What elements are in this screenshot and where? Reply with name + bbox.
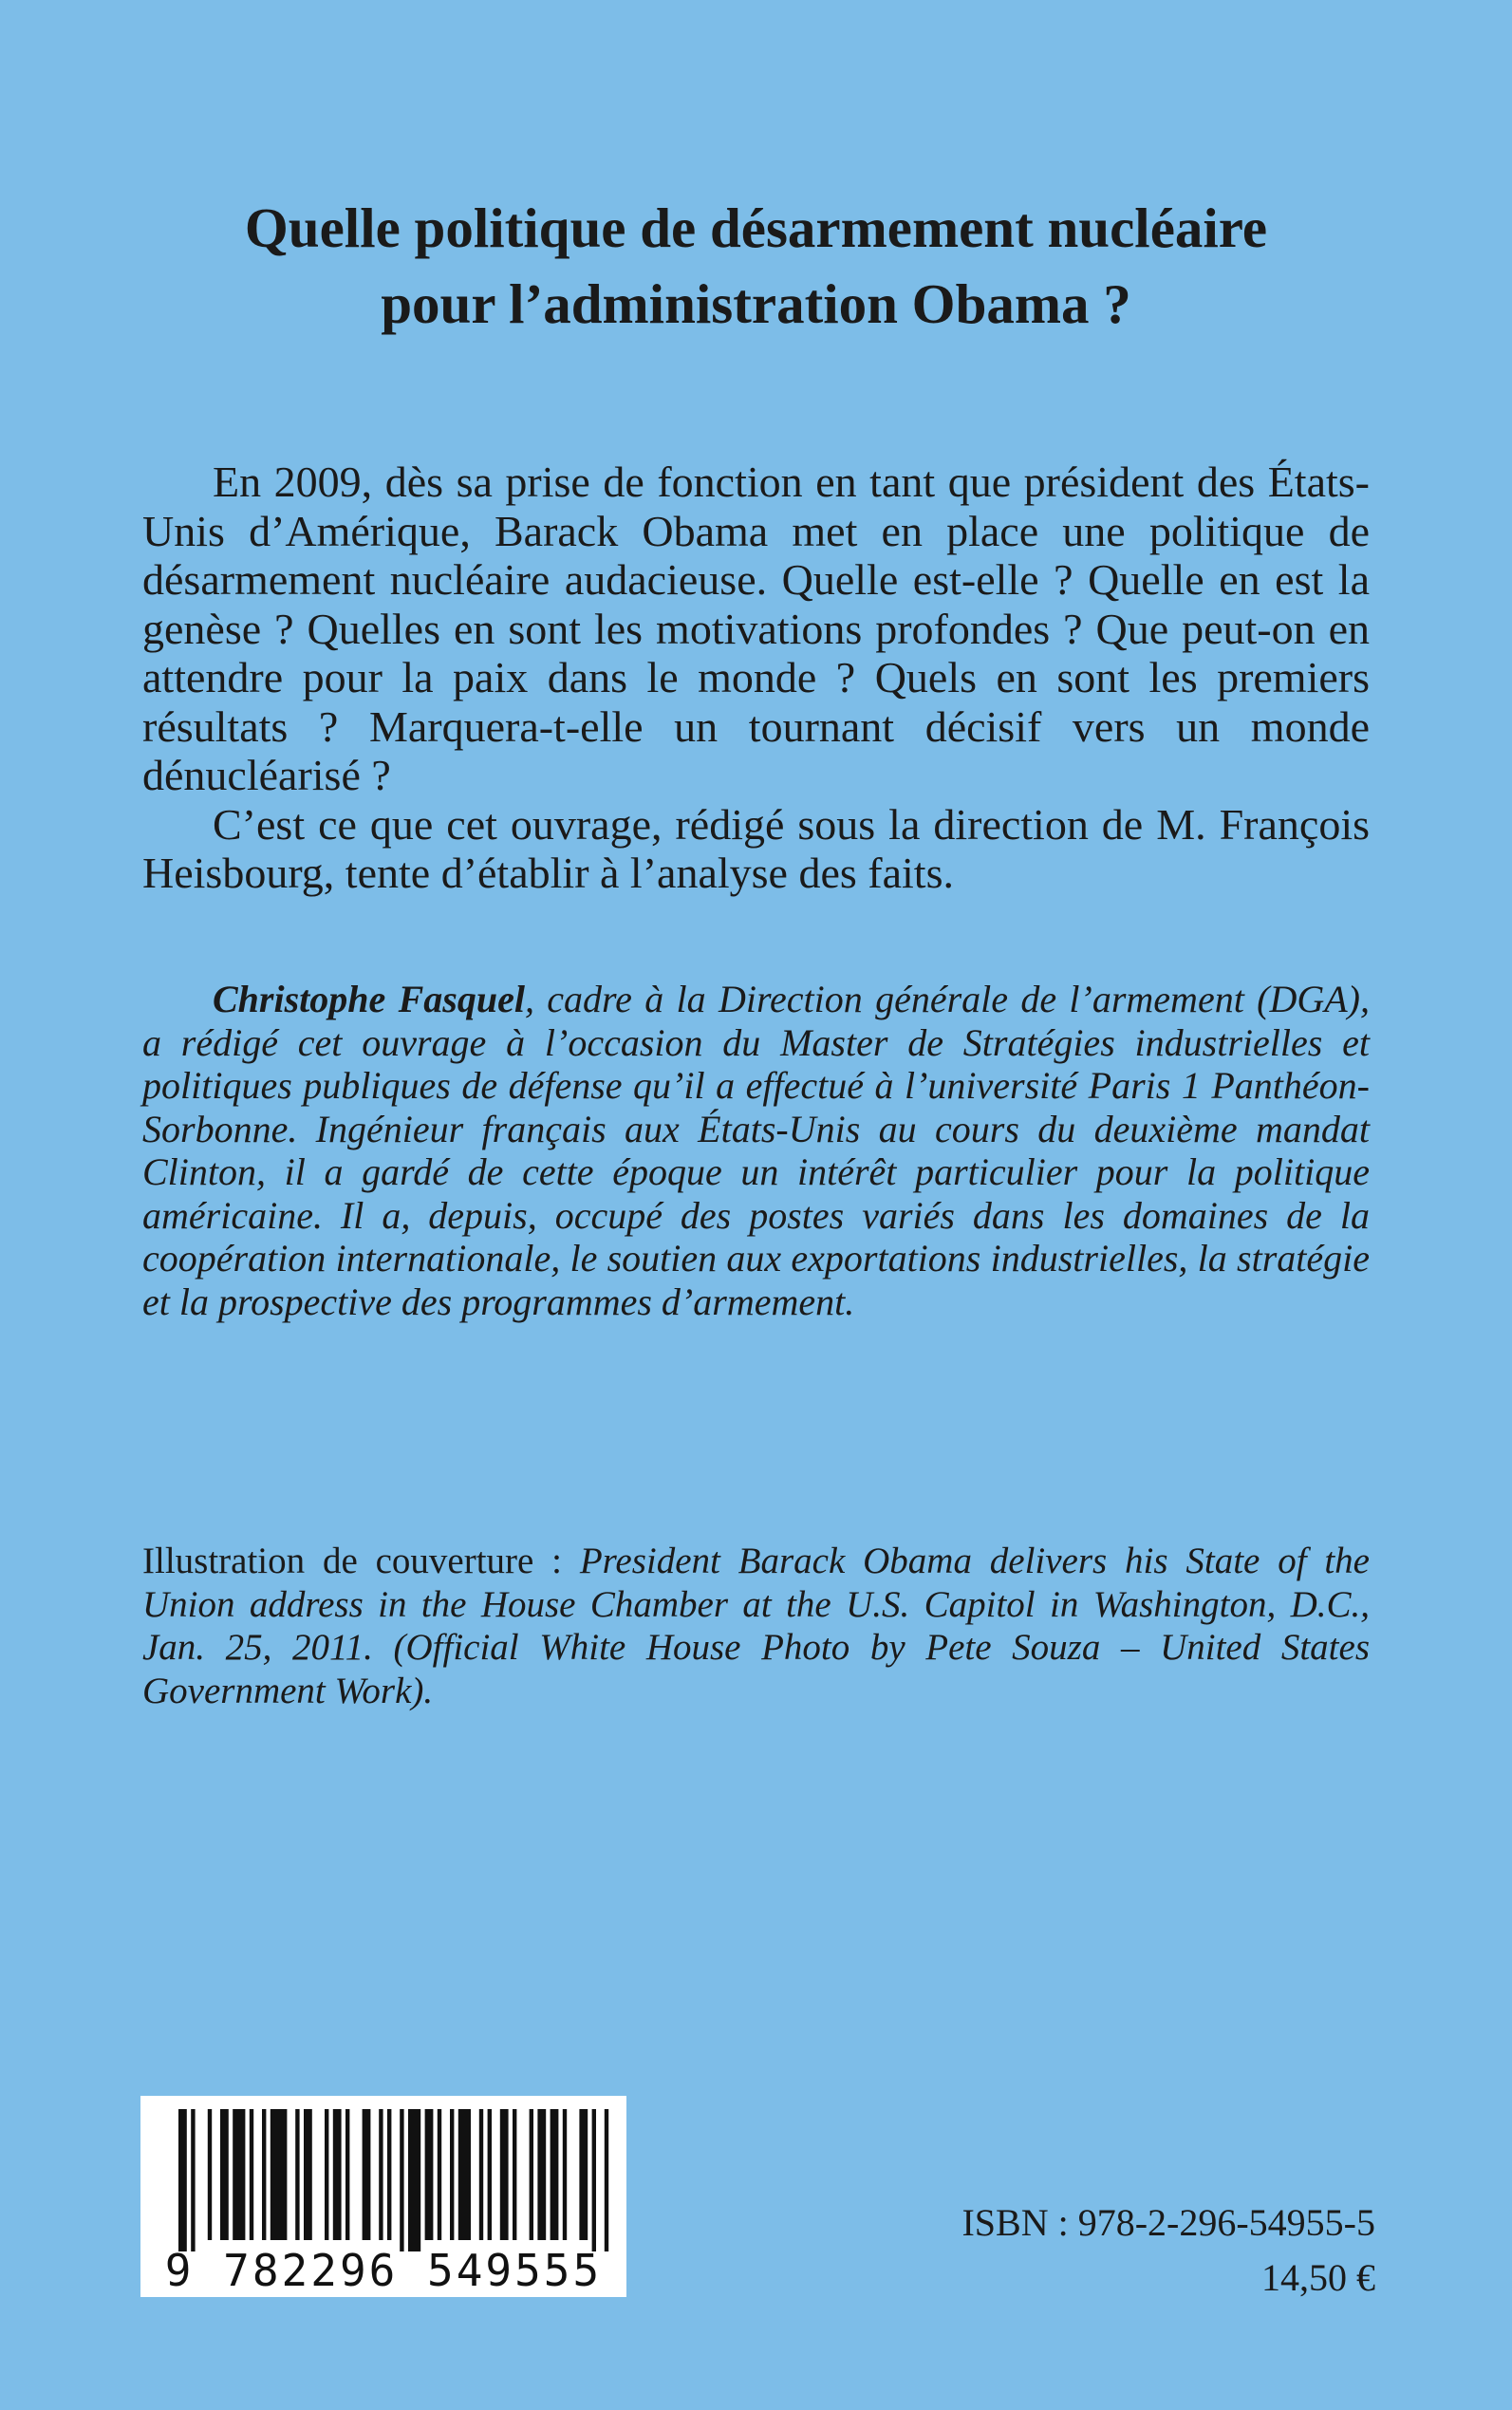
- author-name: Christophe Fasquel: [213, 978, 525, 1020]
- credit-text: President Barack Obama delivers his State of the Union address in the House Chamber at the U.S. Capitol in Washington, D.C., Jan. 25, 2011. (Official White House Photo by Pete Souza – United States Government Work).: [142, 1541, 1370, 1711]
- summary-paragraph-2: C’est ce que cet ouvrage, rédigé sous la direction de M. François Heisbourg, tente d’établir à l’analyse des faits.: [142, 799, 1370, 897]
- barcode-bar: [551, 2109, 559, 2240]
- title-line-1: Quelle politique de désarmement nucléaire: [244, 196, 1268, 259]
- barcode-bar: [579, 2109, 588, 2240]
- barcode-bar: [345, 2109, 349, 2240]
- barcode-bar: [400, 2109, 403, 2251]
- barcode-bar: [408, 2109, 420, 2251]
- author-bio: [142, 978, 1370, 1323]
- barcode-bar: [233, 2109, 245, 2240]
- barcode-bar: [250, 2109, 253, 2240]
- price: 14,50 €: [1261, 2256, 1375, 2299]
- barcode-bar: [450, 2109, 454, 2240]
- barcode-bar: [605, 2109, 608, 2251]
- barcode-bar: [379, 2109, 383, 2240]
- book-title: [142, 190, 1370, 342]
- barcode-bar: [479, 2109, 483, 2240]
- barcode-bar: [438, 2109, 441, 2240]
- barcode-bar: [271, 2109, 288, 2240]
- barcode-bar: [208, 2109, 212, 2240]
- barcode-bar: [500, 2109, 509, 2240]
- barcode-bar: [178, 2109, 187, 2251]
- isbn: ISBN : 978-2-296-54955-5: [961, 2201, 1375, 2244]
- barcode-bar: [363, 2109, 371, 2240]
- barcode-bar: [325, 2109, 328, 2240]
- barcode-bar: [387, 2109, 391, 2240]
- barcode: [140, 2096, 626, 2297]
- barcode-bar: [537, 2109, 546, 2240]
- barcode-bar: [333, 2109, 342, 2240]
- author-bio-text: , cadre à la Direction générale de l’armement (DGA), a rédigé cet ouvrage à l’occasion du Master de Stratégies industrielles et politiques publiques de défense qu’il a effectué à l’université Paris 1 Panthéon-Sorbonne. Ingénieur français aux États-Unis au cours du deuxième mandat Clinton, il a gardé de cette époque un intérêt particulier pour la politique américaine. Il a, depuis, occupé des postes variés dans les domaines de la coopération internationale, le soutien aux exportations industrielles, la stratégie et la prospective des programmes d’armement.: [142, 978, 1370, 1323]
- barcode-bar: [513, 2109, 516, 2240]
- barcode-bar: [262, 2109, 266, 2240]
- barcode-bar: [220, 2109, 229, 2240]
- barcode-bar: [563, 2109, 567, 2240]
- barcode-bar: [295, 2109, 299, 2240]
- barcode-digits: 9 782296 549555: [164, 2245, 603, 2296]
- title-line-2: pour l’administration Obama ?: [381, 272, 1131, 335]
- barcode-bar: [191, 2109, 195, 2251]
- barcode-bar: [488, 2109, 492, 2240]
- book-summary: [142, 458, 1370, 898]
- barcode-graphic: [140, 2096, 626, 2297]
- barcode-bar: [425, 2109, 434, 2240]
- barcode-bar: [592, 2109, 596, 2251]
- summary-paragraph-1: En 2009, dès sa prise de fonction en tant que président des États-Unis d’Amérique, Barack Obama met en place une politique de désarmement nucléaire audacieuse. Quelle est-elle ? Quelle en est la genèse ? Quelles en sont les motivations profondes ? Que peut-on en attendre pour la paix dans le monde ? Quels en sont les premiers résultats ? Marquera-t-elle un tournant décisif vers un monde dénucléarisé ?: [142, 458, 1370, 799]
- barcode-bar: [458, 2109, 471, 2240]
- cover-illustration-credit: [142, 1540, 1370, 1712]
- barcode-bar: [304, 2109, 312, 2240]
- barcode-bars: [178, 2109, 608, 2251]
- credit-label: Illustration de couverture :: [142, 1541, 580, 1581]
- barcode-bar: [530, 2109, 533, 2240]
